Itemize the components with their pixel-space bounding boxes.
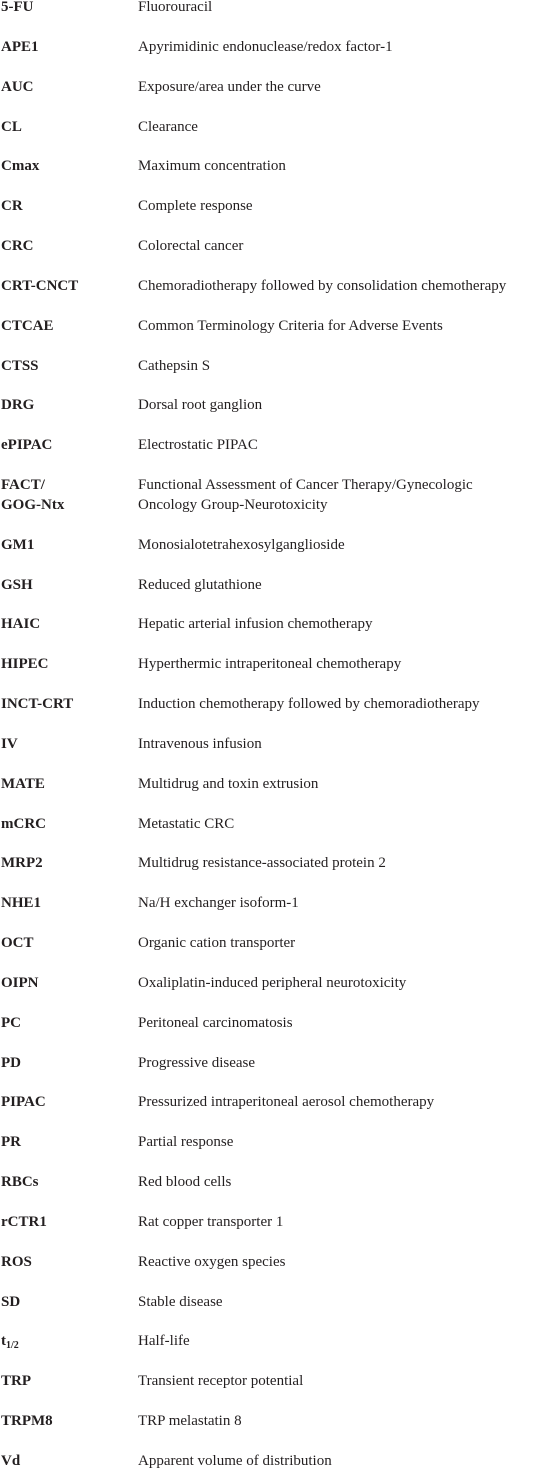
abbreviation-term: GM1: [1, 537, 35, 553]
abbreviation-definition: Hepatic arterial infusion chemotherapy: [138, 616, 373, 632]
abbreviation-definition: Red blood cells: [138, 1174, 232, 1190]
abbreviation-term: ePIPAC: [1, 437, 53, 453]
abbreviation-definition: Partial response: [138, 1134, 234, 1150]
abbreviation-term: HIPEC: [1, 656, 49, 672]
abbreviation-definition: Stable disease: [138, 1294, 223, 1310]
abbreviation-definition: Intravenous infusion: [138, 736, 262, 752]
abbreviation-term: rCTR1: [1, 1214, 47, 1230]
abbreviation-definition: TRP melastatin 8: [138, 1413, 242, 1429]
abbreviation-definition: Functional Assessment of Cancer Therapy/Gynecologic: [138, 477, 473, 493]
abbreviation-definition: Multidrug resistance-associated protein 2: [138, 855, 386, 871]
abbreviation-definition: Dorsal root ganglion: [138, 397, 263, 413]
abbreviation-term: MATE: [1, 776, 45, 792]
abbreviation-term: OIPN: [1, 975, 39, 991]
abbreviation-definition: Fluorouracil: [138, 0, 213, 15]
abbreviation-term: INCT-CRT: [1, 696, 74, 712]
abbreviation-term: AUC: [1, 79, 34, 95]
abbreviation-term: NHE1: [1, 895, 42, 911]
abbreviation-definition: Apyrimidinic endonuclease/redox factor-1: [138, 39, 393, 55]
abbreviation-term: APE1: [1, 39, 39, 55]
abbreviation-term: CRT-CNCT: [1, 278, 79, 294]
abbreviation-definition: Reactive oxygen species: [138, 1254, 286, 1270]
abbreviation-definition: Multidrug and toxin extrusion: [138, 776, 319, 792]
abbreviation-term: CR: [1, 198, 23, 214]
abbreviation-term: IV: [1, 736, 18, 752]
abbreviation-definition: Progressive disease: [138, 1055, 256, 1071]
abbreviation-definition: Half-life: [138, 1333, 190, 1349]
abbreviation-term: mCRC: [1, 816, 46, 832]
abbreviation-definition: Hyperthermic intraperitoneal chemotherapy: [138, 656, 402, 672]
abbreviation-term: CL: [1, 119, 22, 135]
abbreviation-term: PIPAC: [1, 1094, 46, 1110]
abbreviation-definition: Chemoradiotherapy followed by consolidation chemotherapy: [138, 278, 507, 294]
abbreviation-definition: Peritoneal carcinomatosis: [138, 1015, 293, 1031]
abbreviation-term: CRC: [1, 238, 34, 254]
abbreviation-term: FACT/: [1, 477, 45, 493]
abbreviation-definition: Rat copper transporter 1: [138, 1214, 284, 1230]
abbreviation-subscript: 1/2: [6, 1340, 19, 1351]
abbreviation-term: GSH: [1, 577, 33, 593]
abbreviation-definition: Transient receptor potential: [138, 1373, 304, 1389]
abbreviation-definition: Reduced glutathione: [138, 577, 262, 593]
abbreviation-term: MRP2: [1, 855, 43, 871]
abbreviation-term: ROS: [1, 1254, 32, 1270]
abbreviation-definition: Colorectal cancer: [138, 238, 244, 254]
abbreviation-base: t: [1, 1333, 6, 1349]
abbreviation-definition: Pressurized intraperitoneal aerosol chemotherapy: [138, 1094, 435, 1110]
abbreviation-term: Cmax: [1, 158, 40, 174]
abbreviation-definition: Exposure/area under the curve: [138, 79, 321, 95]
abbreviation-definition: Metastatic CRC: [138, 816, 235, 832]
abbreviation-definition: Complete response: [138, 198, 253, 214]
abbreviation-term: OCT: [1, 935, 34, 951]
abbreviation-term: TRP: [1, 1373, 31, 1389]
abbreviation-term: HAIC: [1, 616, 41, 632]
abbreviation-definition: Clearance: [138, 119, 198, 135]
abbreviation-definition: Cathepsin S: [138, 358, 211, 374]
abbreviation-definition: Apparent volume of distribution: [138, 1453, 332, 1469]
abbreviation-definition: Oncology Group-Neurotoxicity: [138, 497, 328, 513]
abbreviation-term: SD: [1, 1294, 21, 1310]
abbreviation-definition: Monosialotetrahexosylganglioside: [138, 537, 345, 553]
abbreviation-term: [1, 1331, 19, 1356]
abbreviation-definition: Induction chemotherapy followed by chemoradiotherapy: [138, 696, 480, 712]
abbreviation-definition: Maximum concentration: [138, 158, 286, 174]
abbreviation-term: RBCs: [1, 1174, 39, 1190]
abbreviation-definition: Electrostatic PIPAC: [138, 437, 258, 453]
abbreviation-term: GOG-Ntx: [1, 497, 65, 513]
abbreviation-term: PD: [1, 1055, 21, 1071]
abbreviation-definition: Organic cation transporter: [138, 935, 296, 951]
abbreviation-term: DRG: [1, 397, 35, 413]
abbreviation-term: TRPM8: [1, 1413, 53, 1429]
abbreviation-term: Vd: [1, 1453, 21, 1469]
abbreviation-definition: Oxaliplatin-induced peripheral neurotoxicity: [138, 975, 407, 991]
abbreviation-term: PR: [1, 1134, 21, 1150]
abbreviation-definition: Na/H exchanger isoform-1: [138, 895, 299, 911]
abbreviation-definition: Common Terminology Criteria for Adverse Events: [138, 318, 443, 334]
abbreviation-term: CTCAE: [1, 318, 54, 334]
abbreviation-term: 5-FU: [1, 0, 34, 15]
abbreviation-term: CTSS: [1, 358, 39, 374]
abbreviation-term: PC: [1, 1015, 21, 1031]
